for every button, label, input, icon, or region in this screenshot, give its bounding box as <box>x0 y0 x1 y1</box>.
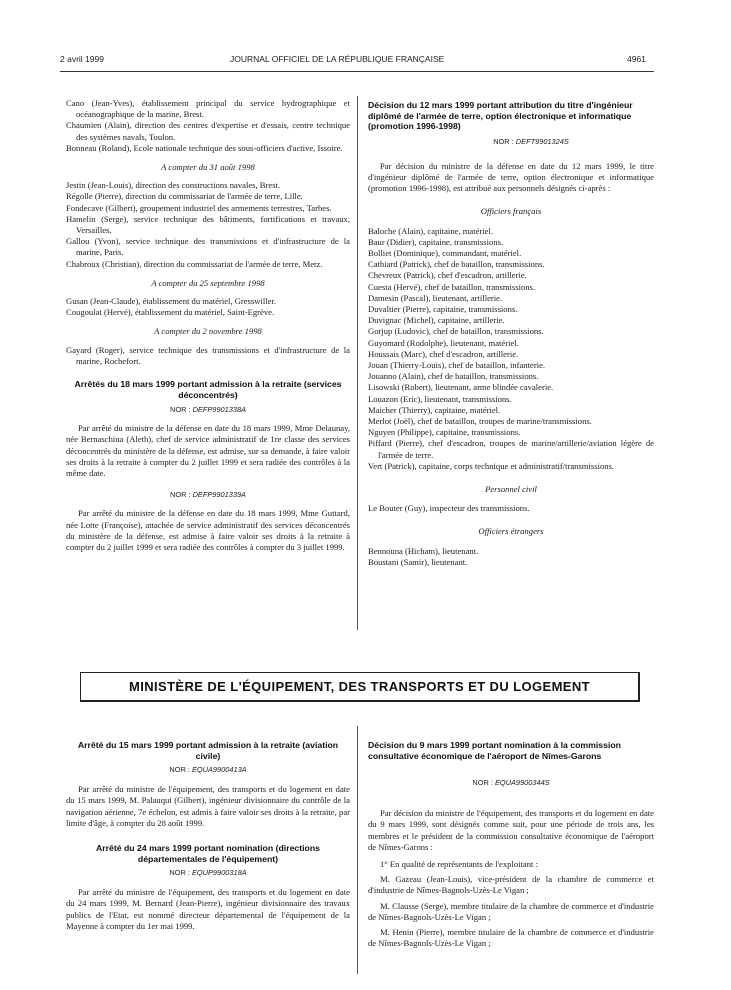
paragraph-bernard: Par arrêté du ministre de l'équipement, des transports et du logement en date du 24 mars 1999, M. Bernard (Jean-Pierre), ingénieur divisionnaire des travaux publics de l'Etat, est nommé directeur départemental de l'équipement de la Mayenne à compter du 1er mai 1999. <box>66 887 350 931</box>
list-item: Duvaltier (Pierre), capitaine, transmissions. <box>368 303 518 314</box>
list-item: Chevreux (Patrick), chef d'escadron, artillerie. <box>368 270 527 281</box>
subheading-personnel-civil: Personnel civil <box>485 483 537 494</box>
list-item: Cuesta (Hervé), chef de bataillon, transmissions. <box>368 281 536 292</box>
nor-code-3: DEFT9901324S <box>515 136 569 146</box>
decision-aeroport-title: Décision du 9 mars 1999 portant nomination à la commission consultative économique de l'aéroport de Nîmes-Garons <box>368 740 621 761</box>
list-item: Chaumien (Alain), direction des centres d'expertise et d'essais, centre technique des systèmes navals, Toulon. <box>66 120 350 142</box>
list-item: Régolle (Pierre), direction du commissariat de l'armée de terre, Lille. <box>66 191 303 202</box>
left-column-bottom <box>66 740 350 932</box>
nor-line-2: NOR : DEFP9901339A <box>169 490 246 500</box>
item-clausse: M. Clausse (Serge), membre titulaire de la chambre de commerce et d'industrie de Nîmes-Bagnols-Uzès-Le Vigan ; <box>368 900 654 922</box>
list-item: Cano (Jean-Yves), établissement principal du service hydrographique et océanographique de la marine, Brest. <box>66 98 350 120</box>
list-item: Nguyen (Philippe), capitaine, transmissions. <box>368 427 521 438</box>
right-column-bottom <box>368 740 654 949</box>
list-item: Jouan (Thierry-Louis), chef de bataillon, infanterie. <box>368 359 546 370</box>
column-divider-bottom <box>357 726 358 974</box>
list-item: Damesin (Pascal), lieutenant, artillerie. <box>368 292 503 303</box>
header-rule <box>60 71 654 72</box>
list-item: Gorjup (Ludovic), chef de bataillon, transmissions. <box>368 326 544 337</box>
nor-code-1: DEFP9901338A <box>192 405 246 415</box>
left-column-top <box>66 98 350 553</box>
subheading-officiers-francais: Officiers français <box>480 206 542 217</box>
list-item: Jestin (Jean-Louis), direction des constructions navales, Brest. <box>66 180 281 191</box>
list-item: Vert (Patrick), capitaine, corps technique et administratif/transmissions. <box>368 460 615 471</box>
paragraph-decision-intro: Par décision du ministre de la défense en date du 12 mars 1999, le titre d'ingénieur diplômé de l'armée de terre, option électronique et informatique (promotion 1996-1998), est attribué aux personnels désignés ci-après : <box>368 160 654 194</box>
nor-code-2: DEFP9901339A <box>192 490 246 500</box>
list-item: Chabroux (Christian), direction du commissariat de l'armée de terre, Metz. <box>66 258 323 269</box>
list-item: Baur (Didier), capitaine, transmissions. <box>368 236 504 247</box>
subheading-31-aout: A compter du 31 août 1998 <box>161 162 255 173</box>
list-item: Gusan (Jean-Claude), établissement du matériel, Gresswiller. <box>66 296 277 307</box>
paragraph-delaunay: Par arrêté du ministre de la défense en date du 18 mars 1999, Mme Delaunay, née Bernaschina (Aleth), chef de service administratif de 1re classe des services déconcentrés du ministère de la défense, est admise, sur sa demande, à faire valoir ses droits à la retraite à compter du 2 juillet 1999 et sera radiée des contrôles à la même date. <box>66 423 350 479</box>
nor-line-3: NOR : DEFT9901324S <box>493 136 569 146</box>
header-page-number: 4961 <box>627 54 646 64</box>
personnel-civil-list <box>368 503 654 514</box>
list-item: Hamelin (Serge), service technique des bâtiments, fortifications et travaux, Versailles. <box>66 213 350 236</box>
nor-code-6: EQUA9900344S <box>494 778 550 787</box>
subheading-25-septembre: A compter du 25 septembre 1998 <box>151 277 265 288</box>
list-item: Baloche (Alain), capitaine, matériel. <box>368 225 494 236</box>
list-item: Louazon (Eric), lieutenant, transmissions. <box>368 393 512 404</box>
nor-line-4: NOR : EQUA9900413A <box>169 765 247 774</box>
subheading-2-novembre: A compter du 2 novembre 1998 <box>154 326 262 337</box>
list-item: Fondecave (Gilbert), groupement industriel des armements terrestres, Tarbes. <box>66 202 332 213</box>
list-item: Boustani (Samir), lieutenant. <box>368 556 468 567</box>
list-item: Jouanno (Alain), chef de bataillon, transmissions. <box>368 371 539 382</box>
entry-list-a <box>66 98 350 154</box>
list-item: Cathiard (Patrick), chef de bataillon, transmissions. <box>368 259 545 270</box>
list-item: Houssais (Marc), chef d'escadron, artillerie. <box>368 348 519 359</box>
column-divider-top <box>357 96 358 630</box>
nor-line-1: NOR : DEFP9901338A <box>169 405 246 415</box>
right-column-top <box>368 100 654 568</box>
header-date: 2 avril 1999 <box>60 54 104 64</box>
officiers-list <box>368 226 654 472</box>
nor-line-5: NOR : EQUP9900318A <box>169 868 247 878</box>
entry-list-d <box>66 345 350 367</box>
list-item: Merlot (Joël), chef de bataillon, troupes de marine/transmissions. <box>368 415 592 426</box>
list-item: Bennouna (Hicham), lieutenant. <box>368 545 479 556</box>
decision-ingenieur-title: Décision du 12 mars 1999 portant attribution du titre d'ingénieur diplômé de l'armée de terre, option électronique et informatique (promotion 1996-1998) <box>368 100 633 131</box>
paragraph-palauqui: Par arrêté du ministre de l'équipement, des transports et du logement en date du 15 mars 1999, M. Palauqui (Gilbert), ingénieur divisionnaire du contrôle de la navigation aérienne, 7e échelon, est admis à faire valoir ses droits à la retraite, par limite d'âge, à compter du 28 août 1999. <box>66 784 350 828</box>
arrete-nomination-title: Arrêté du 24 mars 1999 portant nomination (directions départementales de l'équipement) <box>96 843 320 864</box>
header-journal-title: JOURNAL OFFICIEL DE LA RÉPUBLIQUE FRANÇAISE <box>230 54 445 64</box>
list-item: Bonneau (Roland), Ecole nationale technique des sous-officiers d'active, Issoire. <box>66 142 343 153</box>
arrete-retraite-aviation-title: Arrêté du 15 mars 1999 portant admission à la retraite (aviation civile) <box>77 740 339 761</box>
subheading-officiers-etrangers: Officiers étrangers <box>478 526 544 537</box>
list-item: Cougoulat (Hervé), établissement du matériel, Saint-Egrève. <box>66 307 275 318</box>
list-item: Piffard (Pierre), chef d'escadron, troupes de marine/artillerie/aviation légère de l'armée de terre. <box>368 438 654 460</box>
officiers-etrangers-list <box>368 546 654 568</box>
list-item: Le Bouter (Guy), inspecteur des transmissions. <box>368 503 530 514</box>
item-representants: 1° En qualité de représentants de l'exploitant : <box>380 859 538 870</box>
item-henin: M. Henin (Pierre), membre titulaire de la chambre de commerce et d'industrie de Nîmes-Bagnols-Uzès-Le Vigan ; <box>368 927 654 949</box>
arretes-retraite-title: Arrêtés du 18 mars 1999 portant admission à la retraite (services déconcentrés) <box>74 379 342 400</box>
nor-line-6: NOR : EQUA9900344S <box>472 778 550 787</box>
entry-list-c <box>66 296 350 318</box>
list-item: Maicher (Thierry), capitaine, matériel. <box>368 404 501 415</box>
list-item: Gallou (Yvon), service technique des transmissions et d'infrastructure de la marine, Paris. <box>66 236 350 258</box>
entry-list-b <box>66 180 350 270</box>
list-item: Gayard (Roger), service technique des transmissions et d'infrastructure de la marine, Rochefort. <box>66 344 350 366</box>
paragraph-aeroport-intro: Par décision du ministre de l'équipement, des transports et du logement en date du 9 mars 1999, sont désignés comme suit, pour une période de trois ans, les membres et le président de la commission consultative économique de l'aéroport de Nîmes-Garons : <box>368 808 654 852</box>
list-item: Guyomard (Rodolphe), lieutenant, matériel. <box>368 337 519 348</box>
paragraph-guttard: Par arrêté du ministre de la défense en date du 18 mars 1999, Mme Guttard, née Lotte (Françoise), attachée de service administratif des services déconcentrés du ministère de la défense, est admise à faire valoir ses droits à la retraite à compter du 2 juillet 1999 et sera radiée des contrôles à compter du 3 juillet 1999. <box>66 508 350 553</box>
list-item: Lisowski (Robert), lieutenant, arme blindée cavalerie. <box>368 382 554 393</box>
list-item: Duvignac (Michel), capitaine, artillerie. <box>368 315 505 326</box>
list-item: Bolliet (Dominique), commandant, matériel. <box>368 247 522 258</box>
ministry-banner: MINISTÈRE DE L'ÉQUIPEMENT, DES TRANSPORTS ET DU LOGEMENT <box>80 672 640 702</box>
item-gazeau: M. Gazeau (Jean-Louis), vice-président de la chambre de commerce et d'industrie de Nîmes-Bagnols-Uzès-Le Vigan ; <box>368 874 654 896</box>
nor-code-5: EQUP9900318A <box>191 868 247 878</box>
nor-code-4: EQUA9900413A <box>191 765 247 774</box>
